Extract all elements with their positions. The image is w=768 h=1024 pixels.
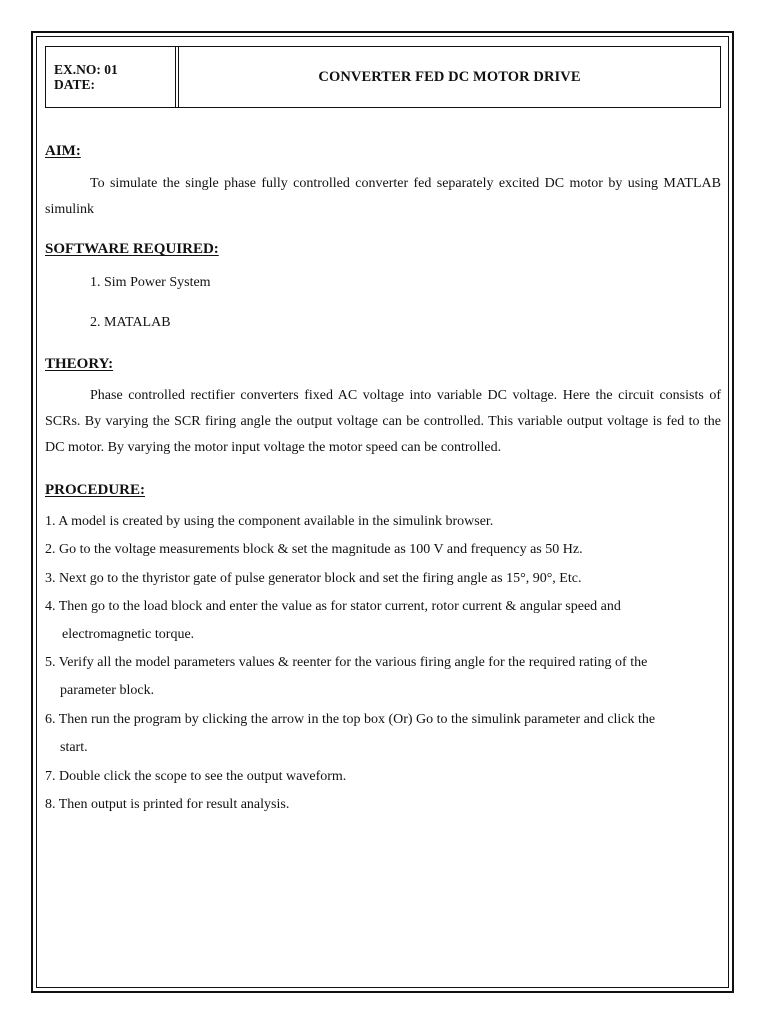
software-item-1: 1. Sim Power System <box>90 275 211 290</box>
procedure-step-text: 1. A model is created by using the component available in the simulink browser. <box>45 514 494 529</box>
procedure-step-text: 3. Next go to the thyristor gate of pulse generator block and set the firing angle as 15°, 90°, Etc. <box>45 571 582 586</box>
procedure-step-text: 8. Then output is printed for result analysis. <box>45 797 290 812</box>
procedure-step-continuation: electromagnetic torque. <box>62 627 195 642</box>
theory-text: Phase controlled rectifier converters fixed AC voltage into variable DC voltage. Here the circuit consists of SCRs. By varying the SCR firing angle the output voltage can be controlled. This variable output voltage is fed to the DC motor. By varying the motor input voltage the motor speed can be controlled. <box>45 388 721 455</box>
header-table <box>45 46 721 108</box>
procedure-step-text: 2. Go to the voltage measurements block & set the magnitude as 100 V and frequency as 50 Hz. <box>45 542 583 557</box>
date-label: DATE: <box>54 77 96 92</box>
experiment-title: CONVERTER FED DC MOTOR DRIVE <box>318 68 581 85</box>
procedure-step-7 <box>45 763 721 791</box>
procedure-step-6 <box>45 706 721 762</box>
procedure-step-3 <box>45 565 721 593</box>
exercise-number: EX.NO: 01 <box>54 62 118 77</box>
header-title-cell <box>179 47 720 107</box>
procedure-step-text: 7. Double click the scope to see the output waveform. <box>45 769 347 784</box>
procedure-step-5 <box>45 649 721 705</box>
procedure-step-8 <box>45 791 721 819</box>
header-meta-cell <box>46 47 179 107</box>
procedure-step-continuation: parameter block. <box>60 683 155 698</box>
theory-heading: THEORY: <box>45 356 114 372</box>
software-item-2: 2. MATALAB <box>90 315 171 330</box>
procedure-step-2 <box>45 536 721 564</box>
procedure-step-text: 6. Then run the program by clicking the arrow in the top box (Or) Go to the simulink parameter and click the <box>45 712 656 727</box>
procedure-step-continuation: start. <box>60 740 88 755</box>
procedure-heading: PROCEDURE: <box>45 482 145 498</box>
procedure-step-text: 4. Then go to the load block and enter the value as for stator current, rotor current & angular speed and <box>45 599 621 614</box>
aim-text: To simulate the single phase fully controlled converter fed separately excited DC motor by using MATLAB simulink <box>45 176 721 217</box>
aim-heading: AIM: <box>45 143 81 159</box>
procedure-step-4 <box>45 593 721 649</box>
procedure-step-text: 5. Verify all the model parameters values & reenter for the various firing angle for the required rating of the <box>45 655 648 670</box>
procedure-step-1 <box>45 508 721 536</box>
software-heading: SOFTWARE REQUIRED: <box>45 241 219 257</box>
